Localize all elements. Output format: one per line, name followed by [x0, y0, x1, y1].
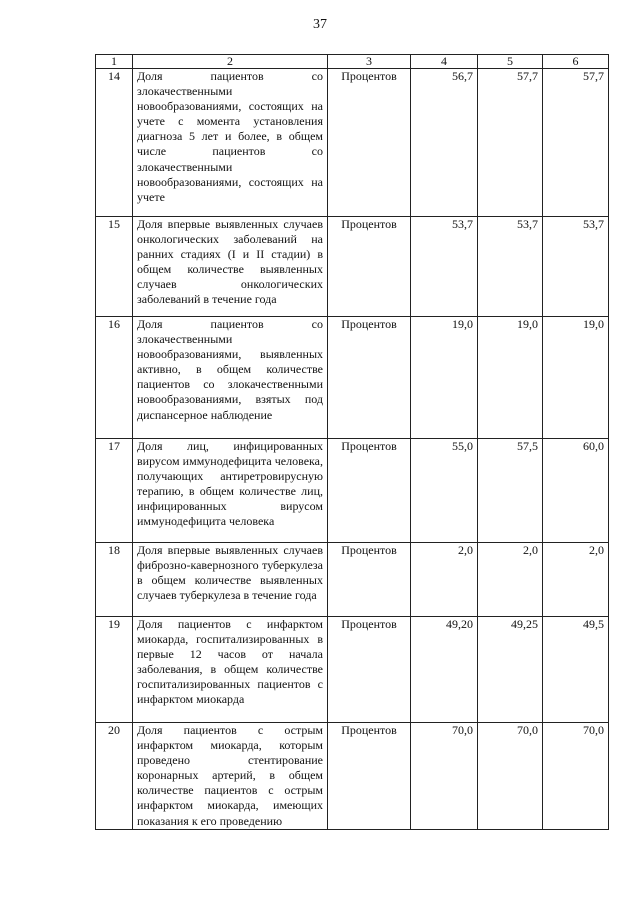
value-col6: 49,5 [543, 617, 609, 723]
value-col4: 49,20 [411, 617, 478, 723]
row-number: 19 [96, 617, 133, 723]
column-header-2: 2 [133, 55, 328, 69]
table-row [96, 617, 609, 723]
unit-cell: Процентов [328, 69, 411, 217]
value-col6: 2,0 [543, 543, 609, 617]
table-row [96, 69, 609, 217]
value-col4: 70,0 [411, 723, 478, 830]
value-col5: 49,25 [478, 617, 543, 723]
value-col6: 19,0 [543, 317, 609, 439]
unit-cell: Процентов [328, 723, 411, 830]
column-header-1: 1 [96, 55, 133, 69]
row-number: 20 [96, 723, 133, 830]
value-col5: 57,5 [478, 439, 543, 543]
indicator-description: Доля пациентов с острым инфарктом миокарда, которым проведено стентирование коронарных артерий, в общем количестве пациентов с острым инфарктом миокарда, имеющих показания к его проведению [133, 723, 328, 830]
column-header-6: 6 [543, 55, 609, 69]
indicator-description: Доля впервые выявленных случаев фиброзно-кавернозного туберкулеза в общем количестве выявленных случаев туберкулеза в течение года [133, 543, 328, 617]
row-number: 14 [96, 69, 133, 217]
value-col4: 53,7 [411, 217, 478, 317]
value-col6: 53,7 [543, 217, 609, 317]
table-row [96, 439, 609, 543]
column-header-4: 4 [411, 55, 478, 69]
table-header-row [96, 55, 609, 69]
row-number: 15 [96, 217, 133, 317]
unit-cell: Процентов [328, 617, 411, 723]
page-number: 37 [313, 17, 327, 32]
table-row [96, 723, 609, 830]
unit-cell: Процентов [328, 317, 411, 439]
value-col6: 60,0 [543, 439, 609, 543]
value-col4: 19,0 [411, 317, 478, 439]
value-col5: 19,0 [478, 317, 543, 439]
table-row [96, 543, 609, 617]
value-col4: 2,0 [411, 543, 478, 617]
value-col6: 57,7 [543, 69, 609, 217]
value-col4: 55,0 [411, 439, 478, 543]
value-col4: 56,7 [411, 69, 478, 217]
table-row [96, 217, 609, 317]
table-row [96, 317, 609, 439]
indicator-description: Доля пациентов со злокачественными новообразованиями, выявленных активно, в общем количестве пациентов со злокачественными новообразованиями, взятых под диспансерное наблюдение [133, 317, 328, 439]
indicator-description: Доля пациентов с инфарктом миокарда, госпитализированных в первые 12 часов от начала заболевания, в общем количестве госпитализированных пациентов с инфарктом миокарда [133, 617, 328, 723]
unit-cell: Процентов [328, 543, 411, 617]
unit-cell: Процентов [328, 217, 411, 317]
indicators-table [95, 54, 609, 830]
value-col5: 57,7 [478, 69, 543, 217]
indicator-description: Доля впервые выявленных случаев онкологических заболеваний на ранних стадиях (I и II стадии) в общем количестве выявленных случаев онкологических заболеваний в течение года [133, 217, 328, 317]
value-col5: 70,0 [478, 723, 543, 830]
indicator-description: Доля пациентов со злокачественными новообразованиями, состоящих на учете с момента установления диагноза 5 лет и более, в общем числе пациентов со злокачественными новообразованиями, состоящих на учете [133, 69, 328, 217]
column-header-3: 3 [328, 55, 411, 69]
value-col5: 2,0 [478, 543, 543, 617]
value-col5: 53,7 [478, 217, 543, 317]
column-header-5: 5 [478, 55, 543, 69]
value-col6: 70,0 [543, 723, 609, 830]
row-number: 17 [96, 439, 133, 543]
unit-cell: Процентов [328, 439, 411, 543]
indicator-description: Доля лиц, инфицированных вирусом иммунодефицита человека, получающих антиретровирусную терапию, в общем количестве лиц, инфицированных вирусом иммунодефицита человека [133, 439, 328, 543]
row-number: 18 [96, 543, 133, 617]
row-number: 16 [96, 317, 133, 439]
